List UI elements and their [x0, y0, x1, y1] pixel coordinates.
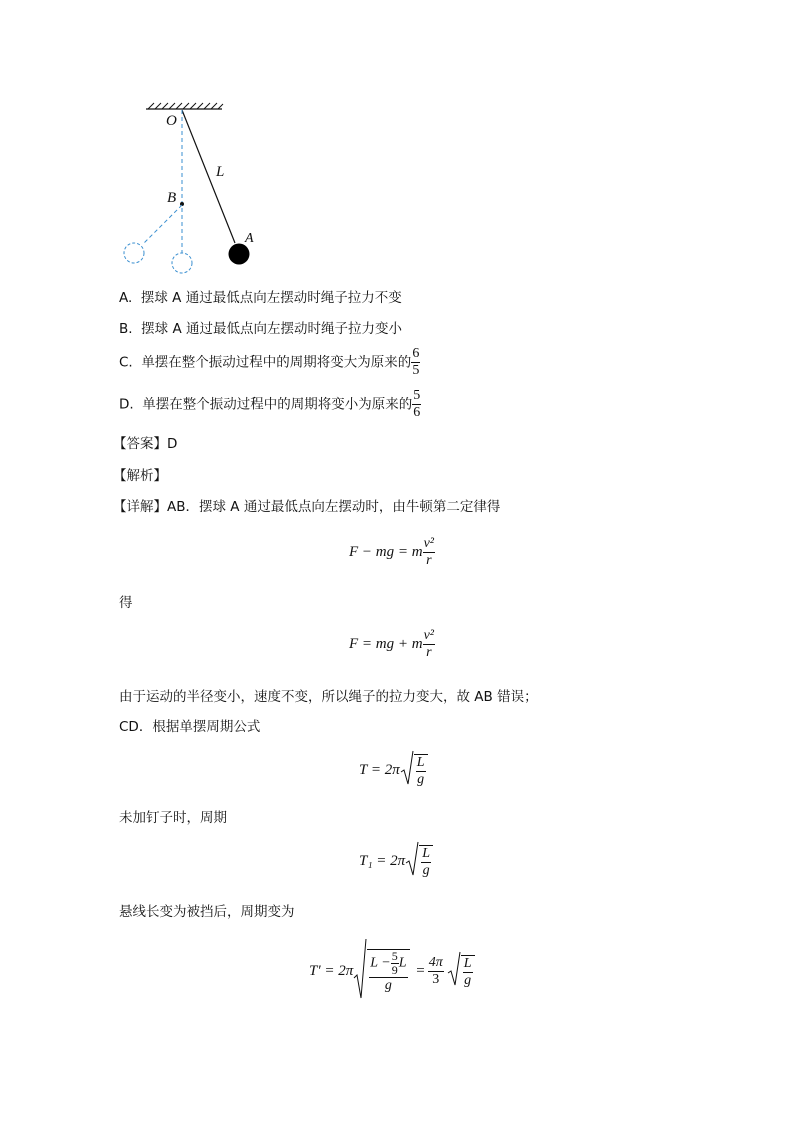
eq5-L-after: L: [398, 955, 407, 971]
eq1-lhs: F − mg = m: [349, 544, 423, 560]
dashed-bob-left: [124, 243, 144, 263]
frac-num: 5: [413, 388, 421, 403]
analysis-label: 【解析】: [113, 468, 167, 484]
option-C-prefix: C.: [119, 354, 133, 371]
option-D-prefix: D.: [119, 396, 134, 413]
eq5-lhs: T′ = 2π: [309, 963, 354, 979]
sqrt-sign: [447, 951, 461, 992]
eq1-den: r: [426, 553, 432, 568]
eq5-three: 3: [432, 972, 440, 987]
eq3-num: L: [416, 754, 425, 770]
label-O: O: [166, 113, 177, 129]
detail-de: 得: [119, 595, 133, 611]
frac-den: 5: [412, 363, 420, 378]
eq5-equals: =: [416, 963, 425, 979]
option-D: [119, 388, 421, 421]
option-B: [119, 320, 402, 338]
detail-line-1: [113, 498, 500, 516]
option-A-prefix: A.: [119, 290, 133, 306]
dashed-bob-bottom: [172, 253, 192, 273]
string-OA: [182, 110, 235, 243]
equation-2: [349, 628, 435, 661]
option-D-text: 单摆在整个振动过程中的周期将变小为原来的: [142, 396, 413, 413]
eq5-big-fraction: [367, 949, 409, 994]
option-A-text: 摆球 A 通过最低点向左摆动时绳子拉力不变: [140, 290, 402, 306]
eq4-num: L: [422, 845, 430, 861]
eq5-small-fraction: [391, 950, 399, 977]
detail-line-3: CD．根据单摆周期公式: [119, 719, 261, 735]
frac-num: 6: [412, 346, 420, 361]
option-C: [119, 346, 420, 379]
eq4-fraction: [419, 845, 433, 879]
label-L: L: [216, 164, 225, 180]
detail-line-4: 未加钉子时，周期: [119, 810, 227, 826]
option-D-fraction: [412, 388, 421, 421]
equation-1: [349, 536, 435, 569]
eq5-num: [369, 950, 407, 978]
dashed-slanted: [143, 205, 182, 244]
eq2-num: v²: [423, 628, 434, 643]
option-C-text: 单摆在整个振动过程中的周期将变大为原来的: [141, 354, 412, 371]
eq3-fraction: [414, 754, 428, 788]
eq5-g: g: [464, 972, 472, 988]
detail-label: 【详解】: [113, 499, 167, 515]
option-C-fraction: [411, 346, 420, 379]
equation-5: [309, 938, 475, 1005]
eq3-lhs: T = 2π: [359, 762, 400, 778]
option-A: [119, 289, 402, 307]
eq5-den: g: [384, 978, 392, 993]
detail-line-5: 悬线长变为被挡后，周期变为: [119, 904, 295, 920]
answer-label: 【答案】: [113, 436, 167, 452]
eq5-L: L: [463, 955, 472, 971]
eq5-L-minus: L −: [370, 955, 391, 971]
eq1-fraction: [423, 536, 435, 569]
sqrt-sign: [353, 938, 367, 1005]
option-B-text: 摆球 A 通过最低点向左摆动时绳子拉力变小: [141, 321, 402, 337]
equation-3: [359, 750, 428, 791]
option-B-prefix: B.: [119, 321, 133, 337]
equation-4: [359, 841, 433, 882]
eq5-five: 5: [391, 949, 398, 963]
eq2-den: r: [426, 645, 432, 660]
label-B: B: [167, 190, 177, 206]
eq2-fraction: [423, 628, 435, 661]
detail-text-1: AB．摆球 A 通过最低点向左摆动时，由牛顿第二定律得: [167, 499, 501, 515]
eq5-nine: 9: [391, 963, 398, 977]
eq5-sqrt-fraction: [461, 955, 475, 989]
eq5-coef: [428, 955, 444, 988]
answer-value: D: [167, 436, 178, 452]
sqrt-sign: [405, 841, 419, 882]
eq5-four-pi: 4π: [428, 955, 443, 970]
eq4-den: g: [422, 862, 430, 878]
eq1-num: v²: [423, 536, 434, 551]
eq3-den: g: [417, 771, 425, 787]
detail-line-2: 由于运动的半径变小，速度不变，所以绳子的拉力变大，故 AB 错误；: [119, 689, 538, 705]
eq2-lhs: F = mg + m: [349, 636, 423, 652]
sqrt-sign: [400, 750, 414, 791]
frac-den: 6: [413, 405, 421, 420]
ceiling-hatch: [148, 103, 223, 109]
answer-line: [113, 435, 177, 453]
eq4-lhs: T₁ = 2π: [359, 853, 406, 869]
pendulum-diagram: [110, 95, 270, 280]
label-A: A: [245, 231, 254, 246]
